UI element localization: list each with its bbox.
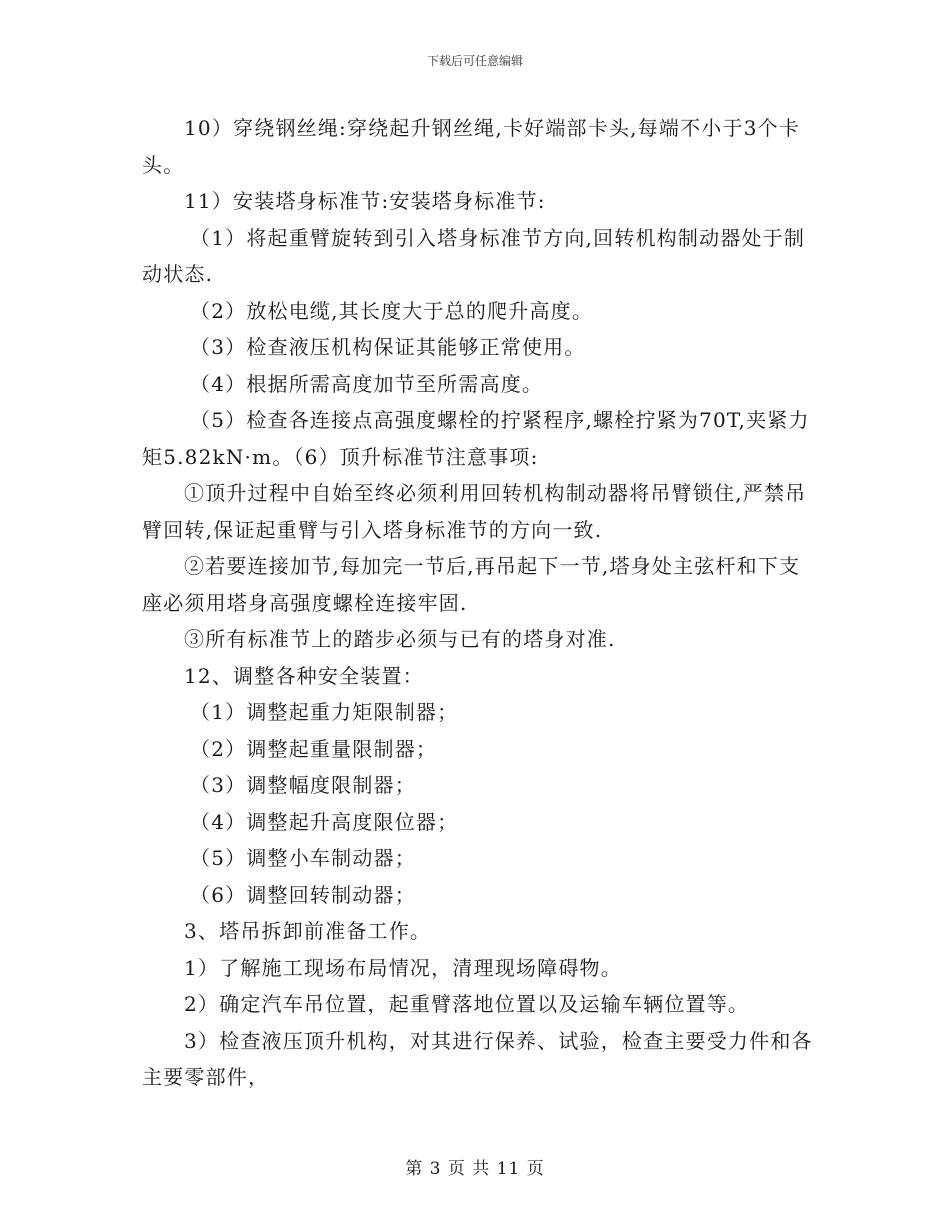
paragraph: （1）将起重臂旋转到引入塔身标准节方向,回转机构制动器处于制动状态. (142, 225, 806, 286)
paragraph: 3、塔吊拆卸前准备工作。 (184, 919, 432, 943)
paragraph: 11）安装塔身标准节:安装塔身标准节: (184, 189, 546, 213)
header-note: 下载后可任意编辑 (426, 54, 523, 68)
paragraph: （2）调整起重量限制器； (190, 736, 438, 761)
paragraph: （3）检查液压机构保证其能够正常使用。 (190, 335, 586, 359)
paragraph: ①顶升过程中自始至终必须利用回转机构制动器将吊臂锁住,严禁吊臂回转,保证起重臂与引入塔身标准节的方向一致. (142, 481, 807, 542)
paragraph: （3）调整幅度限制器； (190, 773, 416, 797)
paragraph: 2）确定汽车吊位置，起重臂落地位置以及运输车辆位置等。 (184, 992, 750, 1016)
paragraph: （2）放松电缆,其长度大于总的爬升高度。 (190, 298, 594, 323)
document-body (142, 110, 814, 1096)
paragraph: 10）穿绕钢丝绳:穿绕起升钢丝绳,卡好端部卡头,每端不小于3个卡头。 (142, 116, 801, 177)
paragraph: 1）了解施工现场布局情况，清理现场障碍物。 (184, 955, 622, 980)
paragraph: （1）调整起重力矩限制器； (190, 700, 459, 724)
paragraph: （4）调整起升高度限位器； (190, 809, 459, 834)
paragraph: （5）检查各连接点高强度螺栓的拧紧程序,螺栓拧紧为70T,夹紧力矩5.82kN·m。（6）顶升标准节注意事项: (142, 408, 810, 469)
page-number: 第 3 页 共 11 页 (405, 1159, 545, 1179)
paragraph: ②若要连接加节,每加完一节后,再吊起下一节,塔身处主弦杆和下支座必须用塔身高强度螺栓连接牢固. (142, 554, 801, 615)
paragraph: ③所有标准节上的踏步必须与已有的塔身对准. (184, 627, 616, 651)
paragraph: （6）调整回转制动器； (190, 882, 416, 907)
paragraph: （4）根据所需高度加节至所需高度。 (190, 371, 544, 396)
paragraph: 3）检查液压顶升机构，对其进行保养、试验，检查主要受力件和各主要零部件， (142, 1028, 813, 1089)
paragraph: （5）调整小车制动器； (190, 846, 416, 870)
paragraph: 12、调整各种安全装置： (184, 663, 424, 688)
